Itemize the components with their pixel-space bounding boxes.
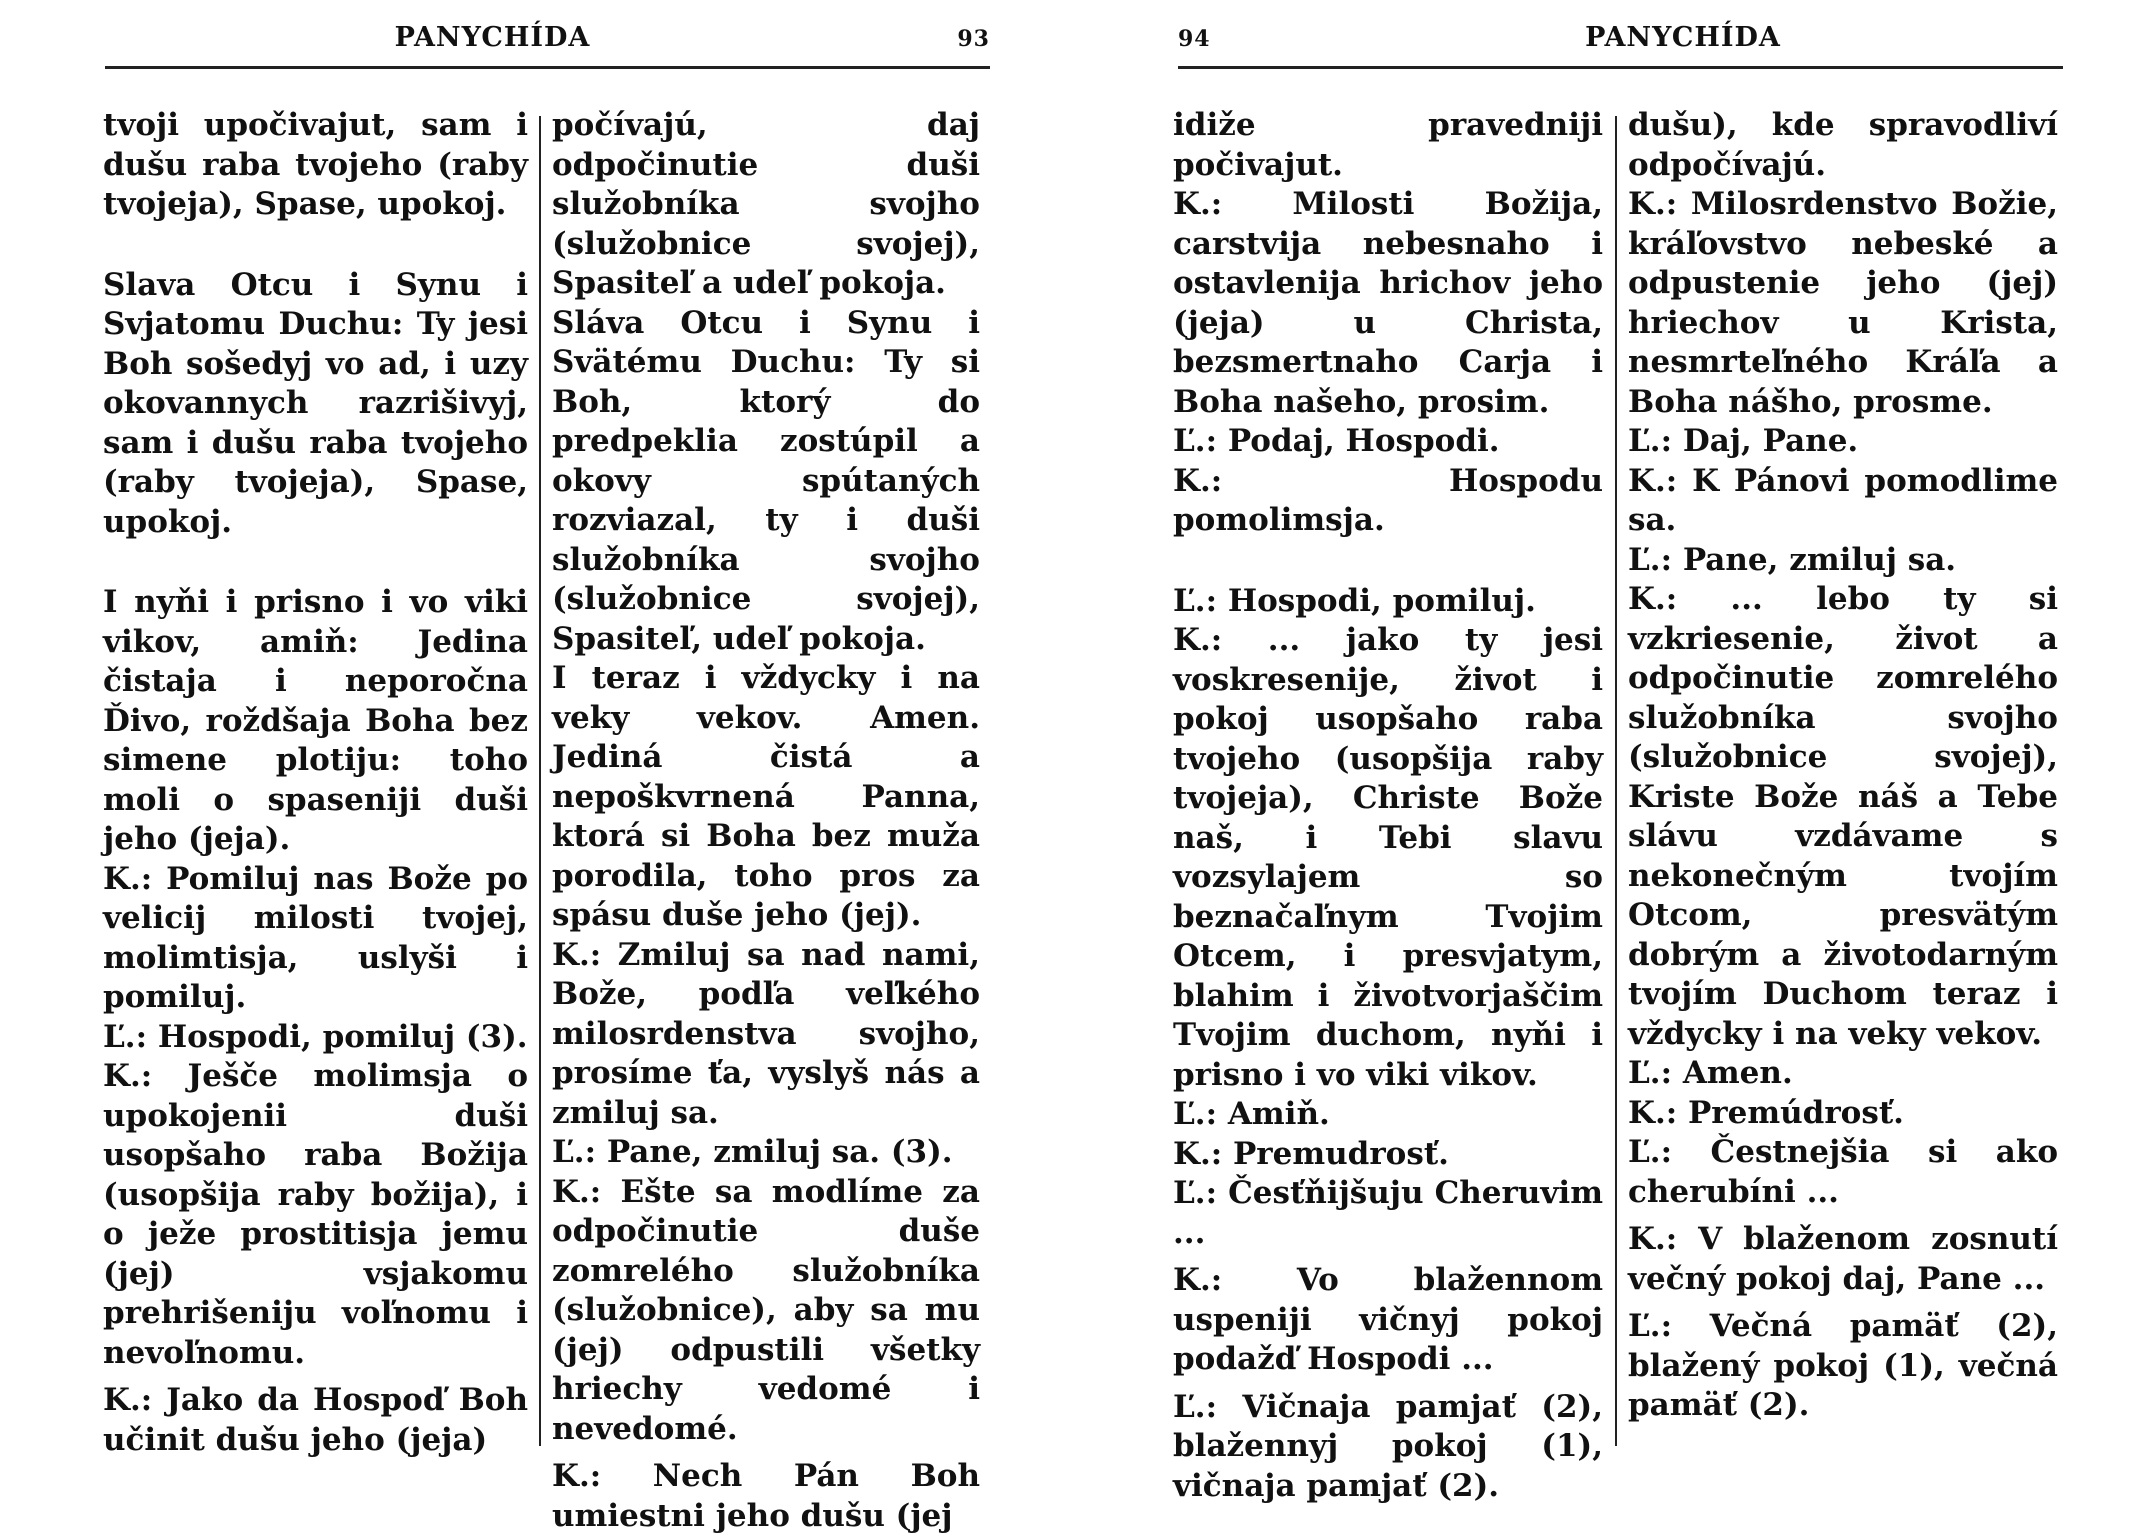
paragraph: I nyňi i prisno i vo viki vikov, amiň: Jedina čistaja i neporočna Ďivo, roždšaja Boha bez simene plotiju: toho moli o spaseniji duši jeho (jeja).	[103, 584, 528, 857]
paragraph: K.: Vo blažennom uspeniji vičnyj pokoj podažď Hospodi ...	[1173, 1262, 1603, 1377]
paragraph: K.: Jako da Hospoď Boh učinit dušu jeho (jeja)	[103, 1382, 528, 1458]
page-number: 93	[957, 26, 990, 52]
page-header	[105, 22, 990, 62]
page-header	[1178, 22, 2058, 62]
running-head: PANYCHÍDA	[394, 22, 591, 53]
paragraph: K.: Hospodu pomolimsja.	[1173, 462, 1603, 538]
paragraph: K.: V blaženom zosnutí večný pokoj daj, Pane ...	[1628, 1221, 2058, 1297]
paragraph: idiže pravedniji počivajut.	[1173, 107, 1603, 183]
left-page	[0, 0, 1068, 1534]
paragraph: Ľ.: Večná pamäť (2), blažený pokoj (1), večná pamäť (2).	[1628, 1308, 2058, 1423]
header-rule	[1178, 66, 2063, 69]
paragraph: I teraz i vždycky i na veky vekov. Amen. Jediná čistá a nepoškvrnená Panna, ktorá si Boha bez muža porodila, toho pros za spásu duše jeho (jej).	[552, 660, 980, 933]
paragraph: K.: Nech Pán Boh umiestni jeho dušu (jej	[552, 1458, 980, 1534]
right-page	[1068, 0, 2136, 1504]
paragraph: K.: Milosrdenstvo Božie, kráľovstvo nebeské a odpustenie jeho (jej) hriechov u Krista, nesmrteľného Kráľa a Boha nášho, prosme.	[1628, 186, 2058, 420]
column-divider	[1615, 116, 1617, 1446]
paragraph: K.: Premúdrosť.	[1628, 1094, 1904, 1131]
paragraph: Ľ.: Pane, zmiluj sa. (3).	[552, 1134, 953, 1170]
column-divider	[539, 116, 541, 1446]
paragraph: Ľ.: Vičnaja pamjať (2), blažennyj pokoj (1), vičnaja pamjať (2).	[1173, 1388, 1603, 1504]
page-number: 94	[1178, 26, 1211, 52]
paragraph: Ľ.: Pane, zmiluj sa.	[1628, 541, 1957, 578]
paragraph: K.: Ješče molimsja o upokojenii duši usopšaho raba Božija (usopšija raby božija), i o ježe prostitisja jemu (jej) vsjakomu prehrišeniju voľnomu i nevoľnomu.	[103, 1058, 528, 1371]
paragraph: K.: Premudrosť.	[1173, 1135, 1449, 1172]
paragraph: Ľ.: Hospodi, pomiluj.	[1173, 582, 1536, 619]
paragraph: Ľ.: Amen.	[1628, 1055, 1793, 1091]
paragraph: Ľ.: Amiň.	[1173, 1096, 1330, 1132]
paragraph: Ľ.: Hospodi, pomiluj (3).	[103, 1018, 528, 1055]
running-head: PANYCHÍDA	[1585, 22, 1781, 53]
paragraph: K.: ... jako ty jesi voskresenije, život i pokoj usopšaho raba tvojeho (usopšija raby tvojeja), Christe Bože naš, i Tebi slavu vozsylajem so beznačaľnym Tvojim Otcem, i presvjatym, blahim i životvorjaščim Tvojim duchom, nyňi i prisno i vo viki vikov.	[1173, 622, 1603, 1093]
slovak-column	[552, 106, 980, 1536]
paragraph: K.: Ešte sa modlíme za odpočinutie duše zomrelého služobníka (služobnice), aby sa mu (jej) odpustili všetky hriechy vedomé i nevedomé.	[552, 1173, 980, 1447]
slovak-column	[1628, 106, 2058, 1426]
paragraph: K.: ... lebo ty si vzkriesenie, život a odpočinutie zomrelého služobníka svojho (služobnice svojej), Kriste Bože náš a Tebe slávu vzdávame s nekonečným tvojím Otcom, presvätým dobrým a životodarným tvojím Duchom teraz i vždycky i na veky vekov.	[1628, 581, 2058, 1052]
paragraph: tvoji upočivajut, sam i dušu raba tvojeho (raby tvojeja), Spase, upokoj.	[103, 107, 528, 222]
paragraph: Slava Otcu i Synu i Svjatomu Duchu: Ty jesi Boh sošedyj vo ad, i uzy okovannych razrišivyj, sam i dušu raba tvojeho (raby tvojeja), Spase, upokoj.	[103, 266, 528, 540]
paragraph: K.: Zmiluj sa nad nami, Bože, podľa veľkého milosrdenstva svojho, prosíme ťa, vyslyš nás a zmiluj sa.	[552, 936, 980, 1131]
paragraph: K.: K Pánovi pomodlime sa.	[1628, 462, 2058, 538]
paragraph: Sláva Otcu i Synu i Svätému Duchu: Ty si Boh, ktorý do predpeklia zostúpil a okovy spútaných rozviazal, ty i duši služobníka svojho (služobnice svojej), Spasiteľ, udeľ pokoja.	[552, 304, 980, 657]
paragraph: K.: Pomiluj nas Bože po velicij milosti tvojej, molimtisja, uslyši i pomiluj.	[103, 860, 528, 1015]
slavonic-column	[1173, 106, 1603, 1506]
paragraph: Ľ.: Daj, Pane.	[1628, 423, 1859, 459]
header-rule	[105, 66, 990, 69]
slavonic-column	[103, 106, 528, 1460]
paragraph: počívajú, daj odpočinutie duši služobníka svojho (služobnice svojej), Spasiteľ a udeľ pokoja.	[552, 107, 980, 301]
paragraph: dušu), kde spravodliví odpočívajú.	[1628, 107, 2058, 183]
paragraph: K.: Milosti Božija, carstvija nebesnaho i ostavlenija hrichov jeho (jeja) u Christa, bezsmertnaho Carja i Boha našeho, prosim.	[1173, 186, 1603, 420]
paragraph: Ľ.: Česťňijšuju Cheruvim ...	[1173, 1175, 1603, 1251]
paragraph: Ľ.: Čestnejšia si ako cherubíni ...	[1628, 1134, 2058, 1210]
paragraph: Ľ.: Podaj, Hospodi.	[1173, 423, 1500, 459]
